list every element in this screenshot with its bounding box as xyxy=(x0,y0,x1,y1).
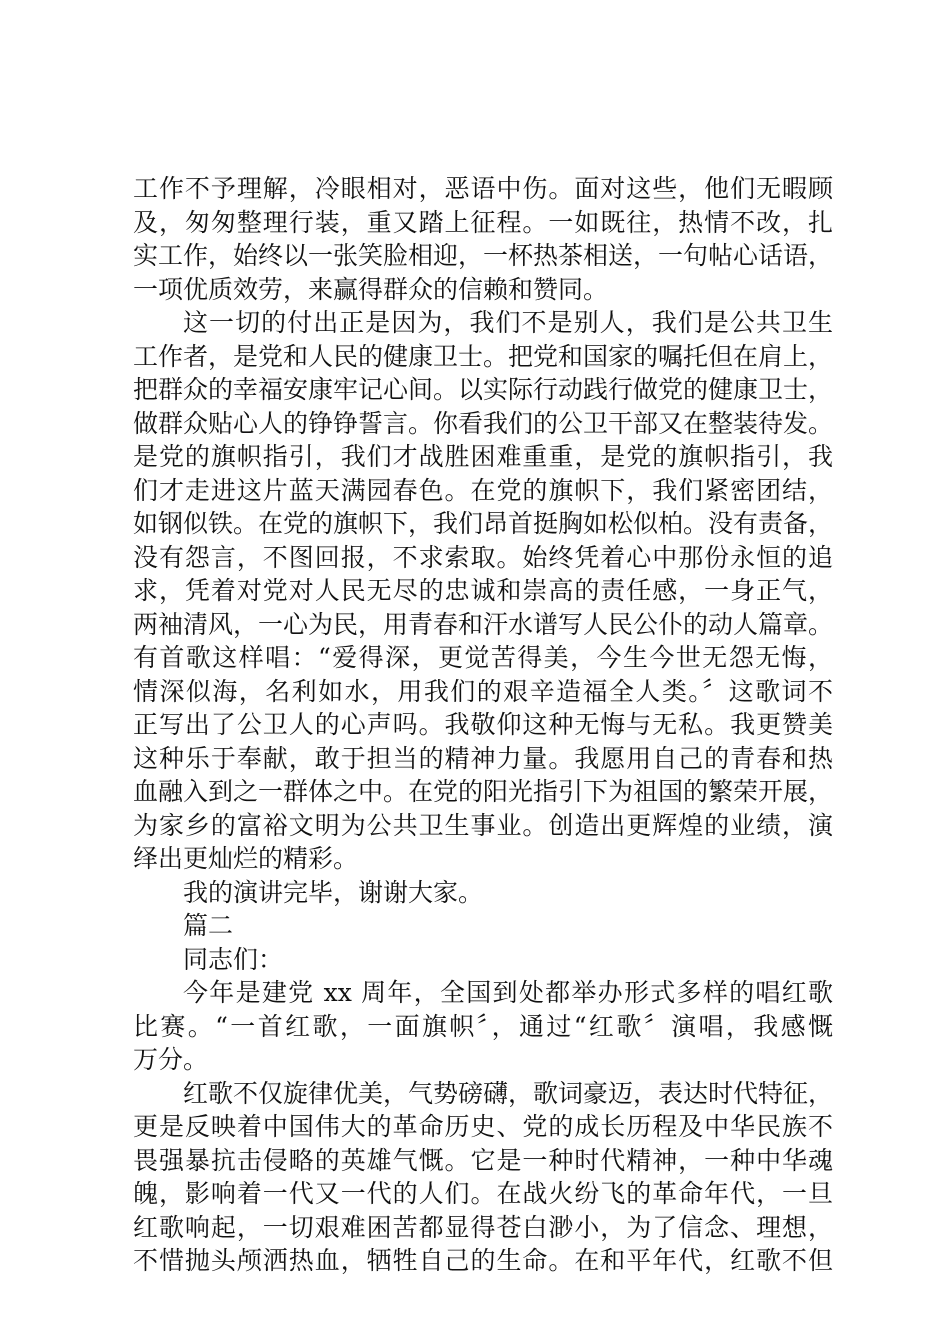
text-line: 工作不予理解，冷眼相对，恶语中伤。面对这些，他们无暇顾 xyxy=(133,174,833,203)
text-line: 一项优质效劳，来赢得群众的信赖和赞同。 xyxy=(133,274,609,304)
text-line: 血融入到之一群体之中。在党的阳光指引下为祖国的繁荣开展， xyxy=(133,777,834,806)
text-line: 们才走进这片蓝天满园春色。在党的旗帜下，我们紧密团结， xyxy=(133,475,833,505)
text-line: 绎出更灿烂的精彩。 xyxy=(133,844,359,873)
text-line: 求，凭着对党对人民无尽的忠诚和崇高的责任感，一身正气， xyxy=(133,576,833,605)
text-line: 红歌响起，一切艰难困苦都显得苍白渺小，为了信念、理想， xyxy=(133,1212,833,1242)
document-body xyxy=(133,172,833,1278)
text-line: 没有怨言，不图回报，不求索取。始终凭着心中那份永恒的追 xyxy=(133,542,833,572)
text-line: 是党的旗帜指引，我们才战胜困难重重，是党的旗帜指引，我 xyxy=(133,442,833,471)
text-line: 更是反映着中国伟大的革命历史、党的成长历程及中华民族不 xyxy=(133,1112,833,1141)
text-line: 畏强暴抗击侵略的英雄气慨。它是一种时代精神，一种中华魂 xyxy=(133,1145,833,1175)
text-line: 同志们： xyxy=(183,944,284,974)
text-line: 有首歌这样唱：“爱得深，更觉苦得美，今生今世无怨无悔， xyxy=(133,643,833,672)
text-line: 把群众的幸福安康牢记心间。以实际行动践行做党的健康卫士， xyxy=(133,375,834,404)
text-line: 魄，影响着一代又一代的人们。在战火纷飞的革命年代，一旦 xyxy=(133,1179,833,1208)
text-line: 红歌不仅旋律优美，气势磅礴，歌词豪迈，表达时代特征， xyxy=(183,1078,834,1108)
text-line: 比赛。“一首红歌，一面旗帜〞，通过“红歌〞演唱，我感慨 xyxy=(133,1011,833,1041)
text-line: 这一切的付出正是因为，我们不是别人，我们是公共卫生 xyxy=(183,308,833,337)
text-line: 及，匆匆整理行装，重又踏上征程。一如既往，热情不改，扎 xyxy=(133,207,833,237)
text-line: 情深似海，名利如水，用我们的艰辛造福全人类。〞这歌词不 xyxy=(133,676,833,706)
text-line: 万分。 xyxy=(133,1045,209,1074)
text-line: 这种乐于奉献，敢于担当的精神力量。我愿用自己的青春和热 xyxy=(133,743,833,773)
text-line: 正写出了公卫人的心声吗。我敬仰这种无悔与无私。我更赞美 xyxy=(133,710,833,739)
text-line: 今年是建党 xx 周年，全国到处都举办形式多样的唱红歌 xyxy=(183,978,833,1007)
text-line: 工作者，是党和人民的健康卫士。把党和国家的嘱托但在肩上， xyxy=(133,341,834,371)
text-line: 两袖清风，一心为民，用青春和汗水谱写人民公仆的动人篇章。 xyxy=(133,609,834,639)
text-line: 如钢似铁。在党的旗帜下，我们昂首挺胸如松似柏。没有责备， xyxy=(133,509,834,538)
text-line: 我的演讲完毕，谢谢大家。 xyxy=(183,877,484,907)
text-line: 为家乡的富裕文明为公共卫生事业。创造出更辉煌的业绩，演 xyxy=(133,810,833,840)
text-line: 实工作，始终以一张笑脸相迎，一杯热茶相送，一句帖心话语， xyxy=(133,241,834,270)
text-line: 做群众贴心人的铮铮誓言。你看我们的公卫干部又在整装待发。 xyxy=(133,408,834,438)
text-line: 篇二 xyxy=(183,911,234,940)
text-line: 不惜抛头颅洒热血，牺牲自己的生命。在和平年代，红歌不但 xyxy=(133,1246,833,1275)
